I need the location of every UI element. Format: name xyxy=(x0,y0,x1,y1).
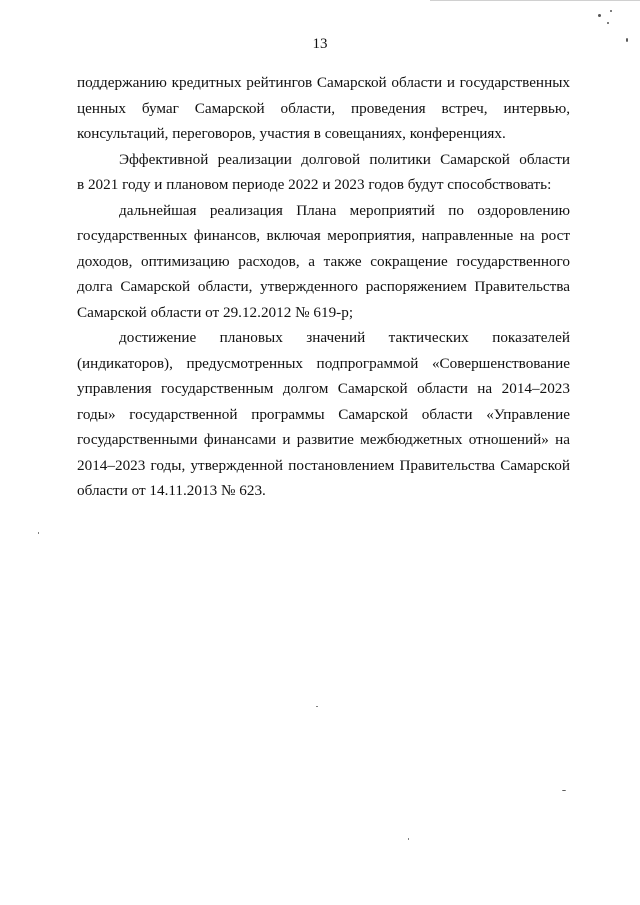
text-line: государственных финансов, включая мероприятия, направленные на рост xyxy=(77,227,570,244)
scan-speck xyxy=(610,10,612,12)
text-line: ценных бумаг Самарской области, проведения встреч, интервью, xyxy=(77,99,570,117)
scan-speck xyxy=(408,838,409,840)
text-line: дальнейшая реализация Плана мероприятий по оздоровлению xyxy=(119,201,570,219)
page-number: 13 xyxy=(312,36,328,52)
text-line: в 2021 году и плановом периоде 2022 и 2023 годов будут способствовать: xyxy=(77,176,552,193)
body-text xyxy=(77,70,570,504)
scan-speck xyxy=(316,706,318,707)
text-line: (индикаторов), предусмотренных подпрограммой «Совершенствование xyxy=(77,354,570,372)
text-line: доходов, оптимизацию расходов, а также сокращение государственного xyxy=(77,252,570,270)
text-line: Самарской области от 29.12.2012 № 619-р; xyxy=(77,303,354,321)
scan-speck xyxy=(598,14,601,17)
text-line: 2014–2023 годы, утвержденной постановлением Правительства Самарской xyxy=(77,456,570,474)
scan-speck xyxy=(38,532,39,534)
scan-speck xyxy=(626,38,628,42)
text-line: области от 14.11.2013 № 623. xyxy=(77,482,266,499)
text-line: государственными финансами и развитие межбюджетных отношений» на xyxy=(77,431,570,448)
text-line: консультаций, переговоров, участия в совещаниях, конференциях. xyxy=(77,125,506,142)
text-line: достижение плановых значений тактических показателей xyxy=(119,329,570,346)
paragraph-indicators xyxy=(77,325,570,504)
paragraph-ratings xyxy=(77,70,570,147)
text-line: управления государственным долгом Самарской области на 2014–2023 xyxy=(77,380,570,397)
scan-edge-line xyxy=(430,0,640,1)
paragraph-plan-measures xyxy=(77,198,570,326)
text-line: годы» государственной программы Самарской области «Управление xyxy=(77,405,570,423)
text-line: поддержанию кредитных рейтингов Самарской области и государственных xyxy=(77,74,570,91)
scan-speck xyxy=(607,22,609,24)
scan-speck xyxy=(562,790,566,791)
text-line: Эффективной реализации долговой политики Самарской области xyxy=(119,150,570,168)
text-line: долга Самарской области, утвержденного распоряжением Правительства xyxy=(77,278,570,295)
paragraph-effective-policy xyxy=(77,147,570,198)
